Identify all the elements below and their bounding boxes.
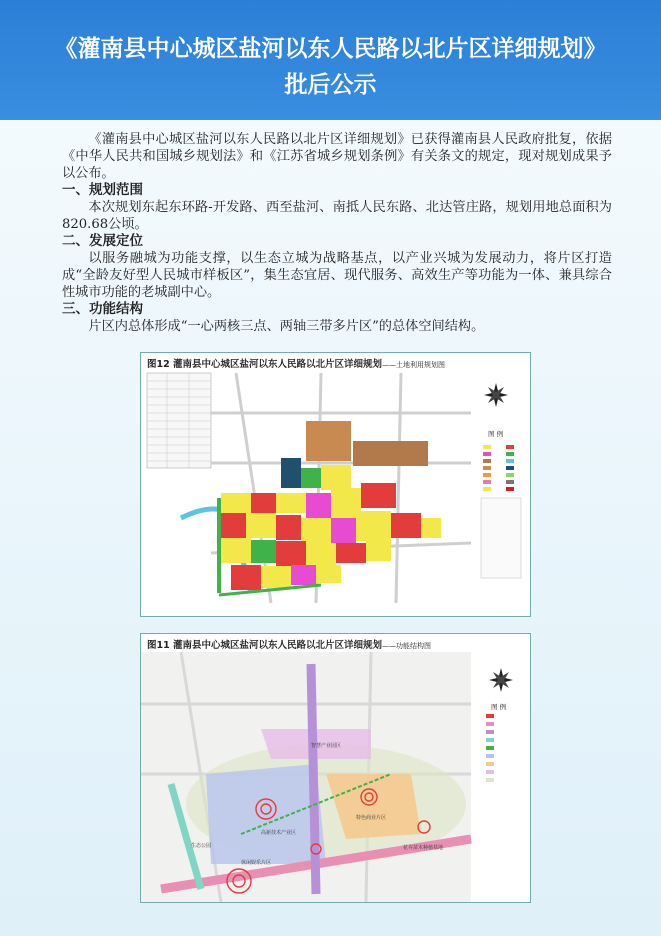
map-label-nursery: 花卉苗木种植基地 [403, 845, 444, 851]
page-title: 《灌南县中心城区盐河以东人民路以北片区详细规划》 [54, 36, 607, 62]
page-header [0, 0, 661, 120]
land-use-map-caption: 图12 灌南县中心城区盐河以东人民路以北片区详细规划——土地利用规划图 [147, 359, 446, 370]
land-use-map [140, 352, 531, 617]
page-subtitle: 批后公示 [284, 72, 377, 98]
notice-text [62, 131, 612, 335]
section-body-positioning: 以服务融城为功能支撑，以生态立城为战略基点，以产业兴城为发展动力，将片区打造成“全龄友好型人民城市样板区”，集生态宜居、现代服务、高效生产等功能为一体、兼具综合性城市功能的老城副中心。 [62, 251, 612, 300]
section-heading-structure: 三、功能结构 [62, 301, 143, 317]
section-body-scope: 本次规划东起东环路-开发路、西至盐河、南抵人民东路、北达管庄路，规划用地总面积为820.68公顷。 [62, 200, 612, 232]
functional-map-caption: 图11 灌南县中心城区盐河以东人民路以北片区详细规划——功能结构图 [147, 640, 432, 651]
land-use-map-drawing [141, 353, 530, 616]
functional-legend-title: 图 例 [491, 703, 507, 711]
map-label-leisure: 休闲娱乐片区 [241, 860, 272, 866]
land-use-legend-title: 图 例 [488, 430, 504, 438]
map-label-commercial: 特色商业片区 [356, 815, 387, 821]
functional-structure-map [140, 633, 531, 903]
map-label-smart-industry: 智慧产业园区 [311, 743, 342, 749]
section-heading-positioning: 二、发展定位 [62, 233, 143, 249]
functional-map-drawing [141, 634, 530, 902]
section-heading-scope: 一、规划范围 [62, 182, 143, 198]
intro-paragraph: 《灌南县中心城区盐河以东人民路以北片区详细规划》已获得灌南县人民政府批复，依据《中华人民共和国城乡规划法》和《江苏省城乡规划条例》有关条文的规定，现对规划成果予以公布。 [62, 132, 612, 181]
section-body-structure: 片区内总体形成“一心两核三点、两轴三带多片区”的总体空间结构。 [88, 319, 485, 334]
map-label-eco-park: 生态公园 [191, 843, 212, 849]
map-label-high-tech: 高新技术产业区 [261, 830, 297, 836]
